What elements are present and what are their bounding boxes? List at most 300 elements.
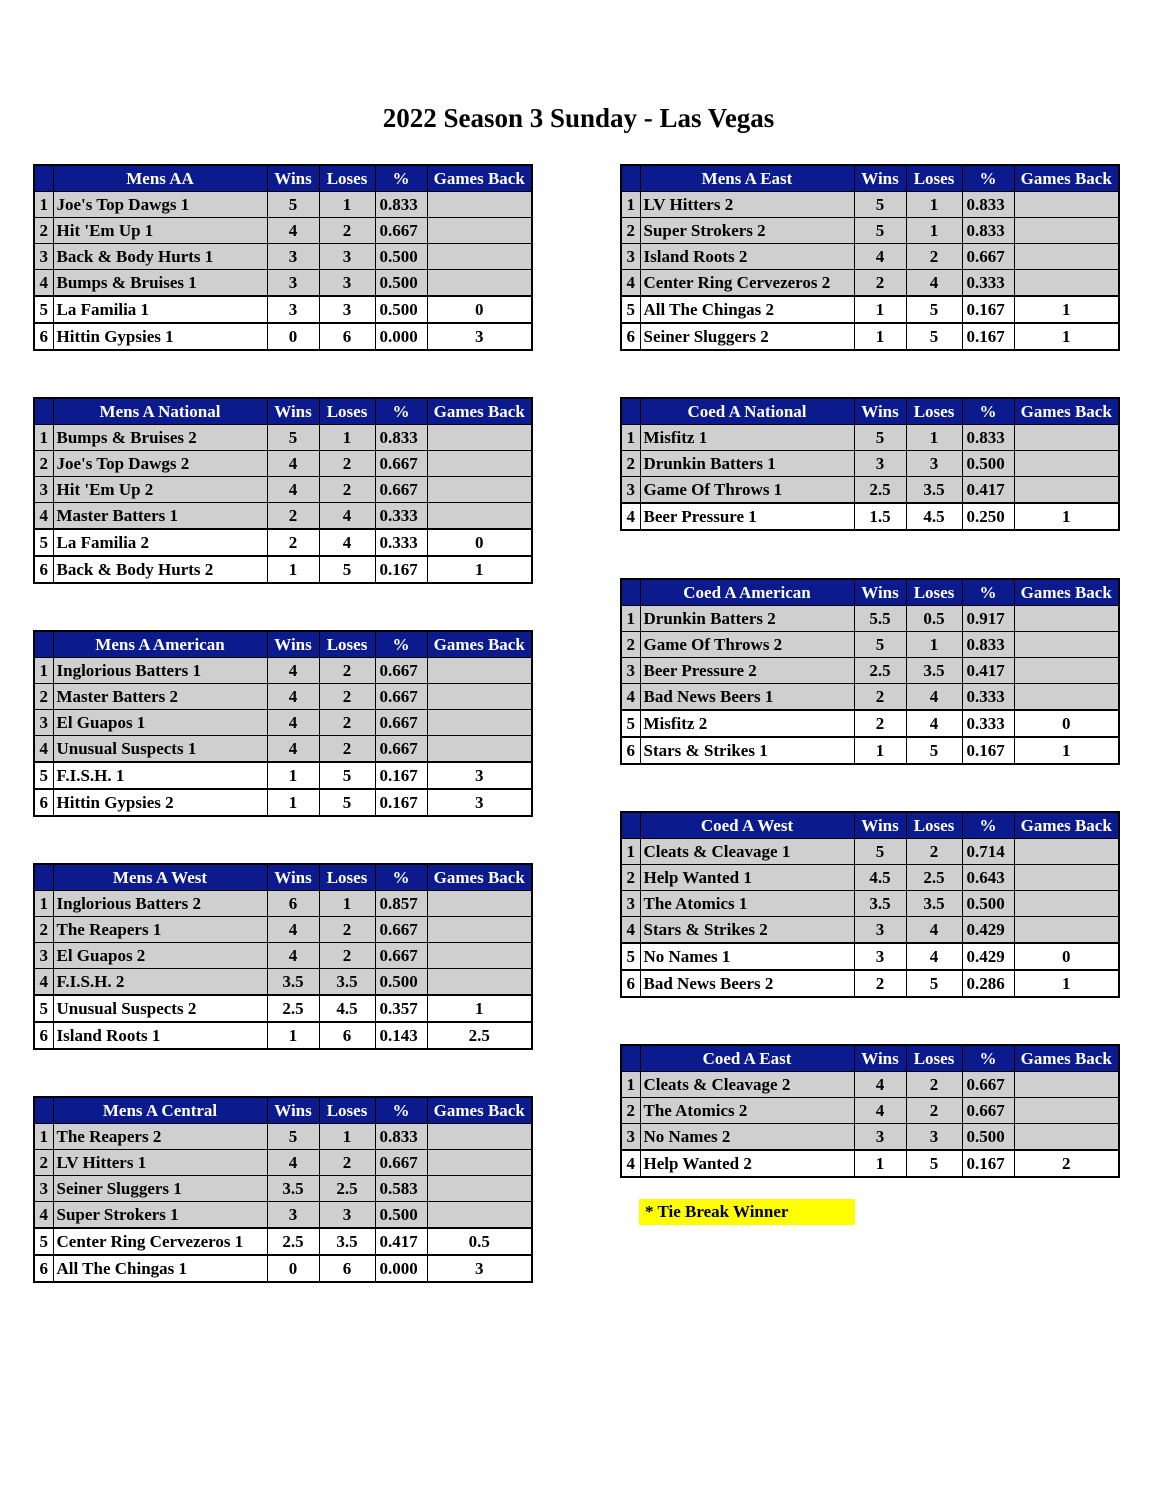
header-rank-cell bbox=[621, 165, 640, 192]
table-header-row bbox=[34, 1097, 532, 1124]
games-back-cell: 0.5 bbox=[427, 1228, 532, 1255]
table-row bbox=[621, 425, 1119, 451]
header-loses: Loses bbox=[906, 579, 962, 606]
games-back-cell bbox=[1014, 477, 1119, 504]
team-name: Joe's Top Dawgs 1 bbox=[53, 192, 267, 218]
header-wins: Wins bbox=[854, 579, 906, 606]
team-name: F.I.S.H. 1 bbox=[53, 762, 267, 789]
loses-cell: 2 bbox=[319, 658, 375, 684]
pct-cell: 0.667 bbox=[375, 684, 427, 710]
wins-cell: 5 bbox=[854, 192, 906, 218]
header-pct: % bbox=[375, 631, 427, 658]
loses-cell: 3 bbox=[319, 296, 375, 323]
rank-cell: 6 bbox=[34, 323, 53, 350]
pct-cell: 0.500 bbox=[375, 1202, 427, 1229]
team-name: Drunkin Batters 2 bbox=[640, 606, 854, 632]
games-back-cell bbox=[427, 192, 532, 218]
games-back-cell: 0 bbox=[1014, 710, 1119, 737]
pct-cell: 0.167 bbox=[375, 762, 427, 789]
team-name: Seiner Sluggers 2 bbox=[640, 323, 854, 350]
header-rank-cell bbox=[621, 398, 640, 425]
rank-cell: 5 bbox=[34, 762, 53, 789]
header-games-back: Games Back bbox=[1014, 812, 1119, 839]
header-loses: Loses bbox=[906, 165, 962, 192]
rank-cell: 3 bbox=[34, 1176, 53, 1202]
wins-cell: 3 bbox=[267, 1202, 319, 1229]
header-wins: Wins bbox=[267, 398, 319, 425]
division-name: Coed A East bbox=[640, 1045, 854, 1072]
table-row bbox=[34, 995, 532, 1022]
table-row bbox=[34, 658, 532, 684]
wins-cell: 4 bbox=[267, 218, 319, 244]
wins-cell: 3 bbox=[267, 270, 319, 297]
division-name: Coed A West bbox=[640, 812, 854, 839]
wins-cell: 2.5 bbox=[854, 658, 906, 684]
header-pct: % bbox=[375, 864, 427, 891]
games-back-cell: 3 bbox=[427, 762, 532, 789]
table-row bbox=[34, 451, 532, 477]
team-name: Bad News Beers 1 bbox=[640, 684, 854, 711]
pct-cell: 0.833 bbox=[375, 1124, 427, 1150]
team-name: Back & Body Hurts 1 bbox=[53, 244, 267, 270]
wins-cell: 4 bbox=[267, 943, 319, 969]
rank-cell: 6 bbox=[34, 789, 53, 816]
pct-cell: 0.667 bbox=[375, 736, 427, 763]
header-wins: Wins bbox=[854, 398, 906, 425]
table-row bbox=[621, 839, 1119, 865]
table-header-row bbox=[621, 398, 1119, 425]
pct-cell: 0.250 bbox=[962, 503, 1014, 530]
team-name: La Familia 2 bbox=[53, 529, 267, 556]
table-row bbox=[621, 296, 1119, 323]
table-row bbox=[621, 218, 1119, 244]
games-back-cell: 1 bbox=[1014, 970, 1119, 997]
rank-cell: 3 bbox=[621, 891, 640, 917]
header-pct: % bbox=[962, 812, 1014, 839]
table-row bbox=[34, 1202, 532, 1229]
wins-cell: 3.5 bbox=[267, 1176, 319, 1202]
games-back-cell bbox=[1014, 891, 1119, 917]
header-wins: Wins bbox=[267, 631, 319, 658]
header-games-back: Games Back bbox=[1014, 165, 1119, 192]
wins-cell: 1 bbox=[267, 789, 319, 816]
division-name: Mens A National bbox=[53, 398, 267, 425]
table-row bbox=[34, 192, 532, 218]
wins-cell: 3 bbox=[854, 943, 906, 970]
loses-cell: 2 bbox=[319, 477, 375, 503]
pct-cell: 0.833 bbox=[375, 425, 427, 451]
pct-cell: 0.000 bbox=[375, 1255, 427, 1282]
wins-cell: 4.5 bbox=[854, 865, 906, 891]
games-back-cell bbox=[427, 736, 532, 763]
games-back-cell bbox=[427, 658, 532, 684]
table-row bbox=[621, 917, 1119, 944]
pct-cell: 0.857 bbox=[375, 891, 427, 917]
loses-cell: 1 bbox=[319, 891, 375, 917]
table-row bbox=[621, 192, 1119, 218]
team-name: Bumps & Bruises 2 bbox=[53, 425, 267, 451]
team-name: LV Hitters 1 bbox=[53, 1150, 267, 1176]
rank-cell: 5 bbox=[34, 529, 53, 556]
games-back-cell bbox=[427, 1124, 532, 1150]
header-games-back: Games Back bbox=[427, 1097, 532, 1124]
table-row bbox=[621, 658, 1119, 684]
rank-cell: 1 bbox=[621, 192, 640, 218]
division-name: Mens A American bbox=[53, 631, 267, 658]
table-row bbox=[34, 917, 532, 943]
wins-cell: 3 bbox=[854, 451, 906, 477]
loses-cell: 2 bbox=[906, 1098, 962, 1124]
table-row bbox=[34, 218, 532, 244]
pct-cell: 0.714 bbox=[962, 839, 1014, 865]
pct-cell: 0.833 bbox=[962, 632, 1014, 658]
table-row bbox=[34, 503, 532, 530]
team-name: Help Wanted 1 bbox=[640, 865, 854, 891]
rank-cell: 1 bbox=[621, 1072, 640, 1098]
pct-cell: 0.500 bbox=[375, 270, 427, 297]
header-rank-cell bbox=[34, 1097, 53, 1124]
loses-cell: 5 bbox=[906, 296, 962, 323]
team-name: Back & Body Hurts 2 bbox=[53, 556, 267, 583]
wins-cell: 5 bbox=[854, 839, 906, 865]
rank-cell: 4 bbox=[34, 969, 53, 996]
wins-cell: 5 bbox=[854, 632, 906, 658]
header-wins: Wins bbox=[267, 165, 319, 192]
games-back-cell bbox=[427, 917, 532, 943]
loses-cell: 4 bbox=[319, 503, 375, 530]
table-header-row bbox=[621, 1045, 1119, 1072]
loses-cell: 5 bbox=[906, 737, 962, 764]
games-back-cell: 0 bbox=[427, 296, 532, 323]
team-name: Hittin Gypsies 1 bbox=[53, 323, 267, 350]
header-pct: % bbox=[375, 398, 427, 425]
wins-cell: 4 bbox=[267, 917, 319, 943]
wins-cell: 1 bbox=[854, 1150, 906, 1177]
rank-cell: 2 bbox=[34, 1150, 53, 1176]
loses-cell: 3 bbox=[906, 1124, 962, 1151]
loses-cell: 1 bbox=[319, 192, 375, 218]
wins-cell: 5 bbox=[854, 218, 906, 244]
pct-cell: 0.667 bbox=[962, 1098, 1014, 1124]
division-name: Mens A Central bbox=[53, 1097, 267, 1124]
loses-cell: 4 bbox=[906, 943, 962, 970]
games-back-cell: 1 bbox=[1014, 737, 1119, 764]
table-row bbox=[621, 1150, 1119, 1177]
table-row bbox=[621, 606, 1119, 632]
table-row bbox=[34, 1150, 532, 1176]
pct-cell: 0.833 bbox=[962, 192, 1014, 218]
loses-cell: 4 bbox=[906, 270, 962, 297]
team-name: El Guapos 2 bbox=[53, 943, 267, 969]
games-back-cell bbox=[427, 943, 532, 969]
loses-cell: 5 bbox=[906, 970, 962, 997]
rank-cell: 6 bbox=[621, 737, 640, 764]
header-wins: Wins bbox=[267, 864, 319, 891]
table-row bbox=[621, 503, 1119, 530]
games-back-cell bbox=[427, 503, 532, 530]
rank-cell: 2 bbox=[621, 451, 640, 477]
pct-cell: 0.333 bbox=[962, 684, 1014, 711]
loses-cell: 3 bbox=[319, 1202, 375, 1229]
wins-cell: 4 bbox=[854, 1098, 906, 1124]
loses-cell: 5 bbox=[319, 556, 375, 583]
team-name: Joe's Top Dawgs 2 bbox=[53, 451, 267, 477]
loses-cell: 1 bbox=[906, 192, 962, 218]
table-row bbox=[621, 451, 1119, 477]
rank-cell: 2 bbox=[621, 218, 640, 244]
rank-cell: 3 bbox=[621, 244, 640, 270]
header-loses: Loses bbox=[906, 398, 962, 425]
header-loses: Loses bbox=[906, 1045, 962, 1072]
wins-cell: 3 bbox=[267, 244, 319, 270]
games-back-cell bbox=[1014, 244, 1119, 270]
header-loses: Loses bbox=[319, 398, 375, 425]
games-back-cell bbox=[1014, 270, 1119, 297]
loses-cell: 3.5 bbox=[906, 891, 962, 917]
rank-cell: 4 bbox=[621, 270, 640, 297]
wins-cell: 2 bbox=[267, 503, 319, 530]
table-row bbox=[34, 1255, 532, 1282]
loses-cell: 2 bbox=[906, 1072, 962, 1098]
team-name: Misfitz 1 bbox=[640, 425, 854, 451]
wins-cell: 4 bbox=[267, 451, 319, 477]
team-name: Misfitz 2 bbox=[640, 710, 854, 737]
rank-cell: 1 bbox=[34, 891, 53, 917]
wins-cell: 5 bbox=[267, 425, 319, 451]
pct-cell: 0.333 bbox=[375, 503, 427, 530]
team-name: Center Ring Cervezeros 2 bbox=[640, 270, 854, 297]
wins-cell: 4 bbox=[267, 658, 319, 684]
games-back-cell bbox=[1014, 839, 1119, 865]
division-name: Mens A East bbox=[640, 165, 854, 192]
header-pct: % bbox=[962, 398, 1014, 425]
games-back-cell bbox=[427, 684, 532, 710]
games-back-cell bbox=[1014, 451, 1119, 477]
rank-cell: 6 bbox=[34, 1255, 53, 1282]
games-back-cell bbox=[1014, 1098, 1119, 1124]
rank-cell: 1 bbox=[34, 658, 53, 684]
table-row bbox=[34, 762, 532, 789]
team-name: Hit 'Em Up 2 bbox=[53, 477, 267, 503]
games-back-cell bbox=[1014, 684, 1119, 711]
wins-cell: 3.5 bbox=[854, 891, 906, 917]
header-wins: Wins bbox=[854, 812, 906, 839]
table-row bbox=[621, 737, 1119, 764]
standings-table bbox=[620, 578, 1120, 765]
loses-cell: 4 bbox=[906, 684, 962, 711]
wins-cell: 2.5 bbox=[267, 1228, 319, 1255]
division-name: Coed A American bbox=[640, 579, 854, 606]
rank-cell: 2 bbox=[34, 451, 53, 477]
games-back-cell bbox=[427, 969, 532, 996]
pct-cell: 0.167 bbox=[375, 556, 427, 583]
rank-cell: 3 bbox=[34, 710, 53, 736]
wins-cell: 2.5 bbox=[267, 995, 319, 1022]
wins-cell: 4 bbox=[267, 684, 319, 710]
team-name: No Names 2 bbox=[640, 1124, 854, 1151]
games-back-cell bbox=[427, 891, 532, 917]
standings-table bbox=[620, 164, 1120, 351]
wins-cell: 4 bbox=[854, 244, 906, 270]
wins-cell: 1 bbox=[854, 323, 906, 350]
header-pct: % bbox=[962, 165, 1014, 192]
loses-cell: 2 bbox=[319, 917, 375, 943]
division-name: Mens AA bbox=[53, 165, 267, 192]
table-row bbox=[34, 789, 532, 816]
loses-cell: 3.5 bbox=[906, 658, 962, 684]
loses-cell: 4 bbox=[906, 917, 962, 944]
loses-cell: 0.5 bbox=[906, 606, 962, 632]
pct-cell: 0.833 bbox=[962, 425, 1014, 451]
rank-cell: 5 bbox=[34, 995, 53, 1022]
loses-cell: 4 bbox=[319, 529, 375, 556]
standings-table bbox=[33, 863, 533, 1050]
wins-cell: 6 bbox=[267, 891, 319, 917]
wins-cell: 2.5 bbox=[854, 477, 906, 504]
loses-cell: 4.5 bbox=[319, 995, 375, 1022]
table-header-row bbox=[621, 165, 1119, 192]
rank-cell: 1 bbox=[621, 425, 640, 451]
rank-cell: 1 bbox=[34, 1124, 53, 1150]
header-loses: Loses bbox=[319, 864, 375, 891]
games-back-cell bbox=[1014, 218, 1119, 244]
loses-cell: 2 bbox=[319, 684, 375, 710]
pct-cell: 0.417 bbox=[962, 658, 1014, 684]
table-row bbox=[621, 865, 1119, 891]
wins-cell: 0 bbox=[267, 323, 319, 350]
team-name: Super Strokers 2 bbox=[640, 218, 854, 244]
pct-cell: 0.667 bbox=[962, 244, 1014, 270]
team-name: Stars & Strikes 1 bbox=[640, 737, 854, 764]
header-games-back: Games Back bbox=[1014, 579, 1119, 606]
pct-cell: 0.333 bbox=[375, 529, 427, 556]
wins-cell: 4 bbox=[267, 736, 319, 763]
pct-cell: 0.500 bbox=[962, 1124, 1014, 1151]
team-name: Bad News Beers 2 bbox=[640, 970, 854, 997]
team-name: The Reapers 2 bbox=[53, 1124, 267, 1150]
pct-cell: 0.167 bbox=[962, 737, 1014, 764]
games-back-cell bbox=[427, 477, 532, 503]
header-pct: % bbox=[375, 165, 427, 192]
table-row bbox=[34, 1022, 532, 1049]
games-back-cell: 1 bbox=[1014, 296, 1119, 323]
wins-cell: 2 bbox=[267, 529, 319, 556]
pct-cell: 0.667 bbox=[375, 477, 427, 503]
table-row bbox=[34, 323, 532, 350]
team-name: La Familia 1 bbox=[53, 296, 267, 323]
rank-cell: 3 bbox=[34, 477, 53, 503]
header-games-back: Games Back bbox=[427, 864, 532, 891]
games-back-cell bbox=[1014, 1124, 1119, 1151]
pct-cell: 0.167 bbox=[962, 1150, 1014, 1177]
pct-cell: 0.833 bbox=[962, 218, 1014, 244]
division-name: Coed A National bbox=[640, 398, 854, 425]
team-name: Help Wanted 2 bbox=[640, 1150, 854, 1177]
table-row bbox=[34, 529, 532, 556]
games-back-cell: 0 bbox=[427, 529, 532, 556]
wins-cell: 4 bbox=[854, 1072, 906, 1098]
header-wins: Wins bbox=[854, 165, 906, 192]
wins-cell: 1.5 bbox=[854, 503, 906, 530]
table-header-row bbox=[34, 398, 532, 425]
table-row bbox=[621, 710, 1119, 737]
table-row bbox=[621, 684, 1119, 711]
pct-cell: 0.500 bbox=[375, 244, 427, 270]
table-row bbox=[34, 244, 532, 270]
header-rank-cell bbox=[34, 864, 53, 891]
loses-cell: 3 bbox=[319, 270, 375, 297]
standings-table bbox=[33, 397, 533, 584]
games-back-cell: 1 bbox=[1014, 503, 1119, 530]
header-loses: Loses bbox=[319, 631, 375, 658]
games-back-cell bbox=[1014, 865, 1119, 891]
team-name: All The Chingas 1 bbox=[53, 1255, 267, 1282]
table-row bbox=[34, 969, 532, 996]
team-name: Unusual Suspects 1 bbox=[53, 736, 267, 763]
pct-cell: 0.667 bbox=[962, 1072, 1014, 1098]
rank-cell: 3 bbox=[621, 477, 640, 504]
rank-cell: 2 bbox=[621, 1098, 640, 1124]
rank-cell: 2 bbox=[621, 865, 640, 891]
rank-cell: 4 bbox=[34, 503, 53, 530]
table-row bbox=[621, 632, 1119, 658]
table-row bbox=[34, 736, 532, 763]
wins-cell: 5.5 bbox=[854, 606, 906, 632]
header-loses: Loses bbox=[319, 1097, 375, 1124]
rank-cell: 4 bbox=[34, 736, 53, 763]
games-back-cell: 1 bbox=[427, 556, 532, 583]
team-name: Super Strokers 1 bbox=[53, 1202, 267, 1229]
table-row bbox=[34, 1228, 532, 1255]
team-name: Game Of Throws 1 bbox=[640, 477, 854, 504]
games-back-cell bbox=[427, 451, 532, 477]
header-wins: Wins bbox=[267, 1097, 319, 1124]
team-name: Hittin Gypsies 2 bbox=[53, 789, 267, 816]
table-row bbox=[621, 1098, 1119, 1124]
header-pct: % bbox=[962, 579, 1014, 606]
loses-cell: 2 bbox=[319, 451, 375, 477]
games-back-cell bbox=[427, 1202, 532, 1229]
rank-cell: 3 bbox=[34, 244, 53, 270]
pct-cell: 0.667 bbox=[375, 710, 427, 736]
games-back-cell: 3 bbox=[427, 1255, 532, 1282]
loses-cell: 6 bbox=[319, 323, 375, 350]
division-name: Mens A West bbox=[53, 864, 267, 891]
team-name: Beer Pressure 2 bbox=[640, 658, 854, 684]
pct-cell: 0.167 bbox=[962, 296, 1014, 323]
games-back-cell bbox=[427, 1176, 532, 1202]
games-back-cell: 1 bbox=[1014, 323, 1119, 350]
loses-cell: 1 bbox=[319, 425, 375, 451]
pct-cell: 0.833 bbox=[375, 192, 427, 218]
pct-cell: 0.667 bbox=[375, 917, 427, 943]
wins-cell: 1 bbox=[267, 1022, 319, 1049]
loses-cell: 2 bbox=[319, 736, 375, 763]
rank-cell: 5 bbox=[621, 296, 640, 323]
loses-cell: 2 bbox=[319, 1150, 375, 1176]
table-header-row bbox=[621, 579, 1119, 606]
header-rank-cell bbox=[34, 165, 53, 192]
games-back-cell bbox=[1014, 192, 1119, 218]
team-name: Inglorious Batters 1 bbox=[53, 658, 267, 684]
pct-cell: 0.333 bbox=[962, 710, 1014, 737]
loses-cell: 2 bbox=[906, 839, 962, 865]
loses-cell: 2 bbox=[319, 710, 375, 736]
header-games-back: Games Back bbox=[427, 165, 532, 192]
loses-cell: 1 bbox=[319, 1124, 375, 1150]
loses-cell: 2 bbox=[906, 244, 962, 270]
team-name: Master Batters 2 bbox=[53, 684, 267, 710]
